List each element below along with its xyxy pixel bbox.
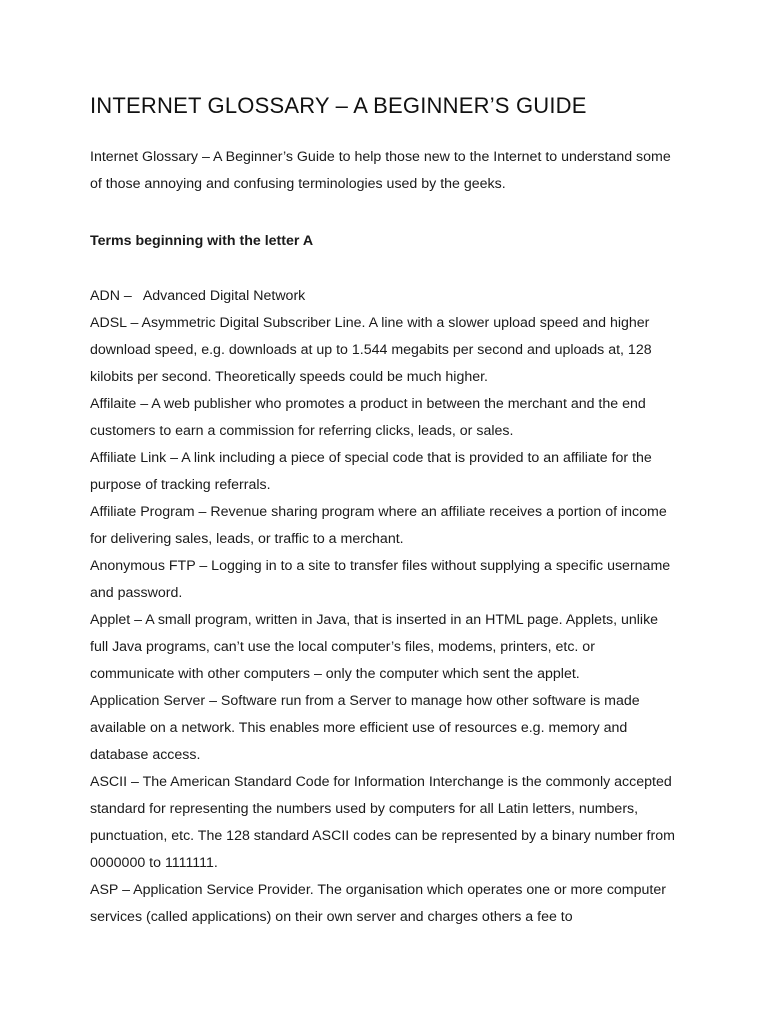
glossary-list <box>90 283 680 931</box>
glossary-entry: ADSL – Asymmetric Digital Subscriber Line. A line with a slower upload speed and higher download speed, e.g. downloads at up to 1.544 megabits per second and uploads at, 128 kilobits per second. Theoretically speeds could be much higher. <box>90 315 652 385</box>
document-title: INTERNET GLOSSARY – A BEGINNER’S GUIDE <box>90 93 587 118</box>
glossary-entry: Affiliate Program – Revenue sharing program where an affiliate receives a portion of income for delivering sales, leads, or traffic to a merchant. <box>90 504 667 547</box>
glossary-entry: ASCII – The American Standard Code for Information Interchange is the commonly accepted standard for representing the numbers used by computers for all Latin letters, numbers, punctuation, etc. The 128 standard ASCII codes can be represented by a binary number from 0000000 to 1111111. <box>90 774 675 871</box>
glossary-entry: Anonymous FTP – Logging in to a site to transfer files without supplying a specific username and password. <box>90 558 671 601</box>
glossary-entry: ASP – Application Service Provider. The organisation which operates one or more computer services (called applications) on their own server and charges others a fee to <box>90 882 666 925</box>
glossary-entry: Affilaite – A web publisher who promotes a product in between the merchant and the end customers to earn a commission for referring clicks, leads, or sales. <box>90 396 646 439</box>
glossary-entry: Application Server – Software run from a Server to manage how other software is made available on a network. This enables more efficient use of resources e.g. memory and database access. <box>90 693 640 763</box>
intro-paragraph: Internet Glossary – A Beginner’s Guide to help those new to the Internet to understand some of those annoying and confusing terminologies used by the geeks. <box>90 149 671 192</box>
glossary-entry: Applet – A small program, written in Java, that is inserted in an HTML page. Applets, unlike full Java programs, can’t use the local computer’s files, modems, printers, etc. or communicate with other computers – only the computer which sent the applet. <box>90 612 659 682</box>
glossary-entry: Affiliate Link – A link including a piece of special code that is provided to an affiliate for the purpose of tracking referrals. <box>90 450 652 493</box>
section-heading: Terms beginning with the letter A <box>90 233 314 249</box>
glossary-entry: ADN – Advanced Digital Network <box>90 288 306 304</box>
